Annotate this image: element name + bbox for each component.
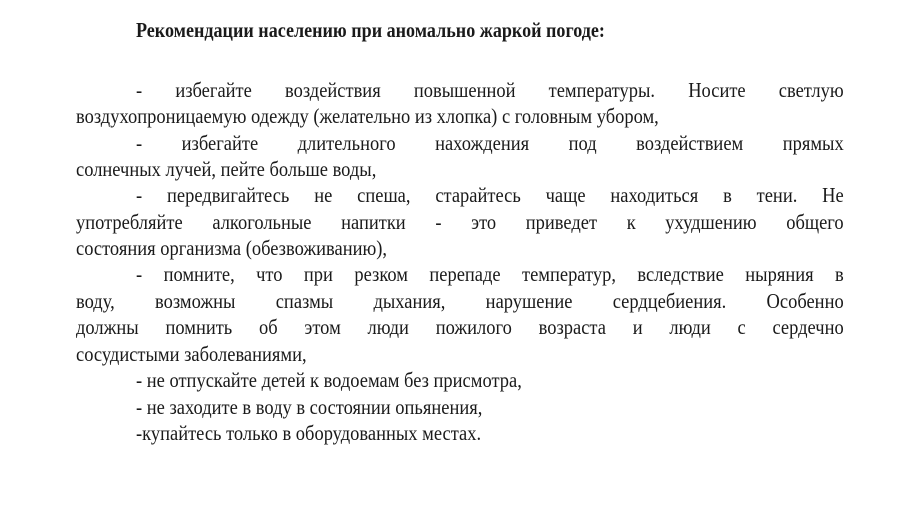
recommendation-line-11: сосудистыми заболеваниями, bbox=[76, 342, 307, 366]
recommendation-line-1: - избегайте воздействия повышенной температуры. Носите светлую bbox=[136, 78, 844, 102]
document-title: Рекомендации населению при аномально жаркой погоде: bbox=[136, 18, 605, 42]
recommendation-line-9: воду, возможны спазмы дыхания, нарушение сердцебиения. Особенно bbox=[76, 289, 844, 313]
recommendation-line-14: -купайтесь только в оборудованных местах. bbox=[136, 421, 482, 445]
recommendation-line-12: - не отпускайте детей к водоемам без присмотра, bbox=[136, 368, 522, 392]
recommendation-line-8: - помните, что при резком перепаде температур, вследствие ныряния в bbox=[136, 262, 844, 286]
recommendation-line-10: должны помнить об этом люди пожилого возраста и люди с сердечно bbox=[76, 315, 844, 339]
recommendation-line-7: состояния организма (обезвоживанию), bbox=[76, 236, 388, 260]
recommendation-line-13: - не заходите в воду в состоянии опьянения, bbox=[136, 395, 483, 419]
recommendation-line-5: - передвигайтесь не спеша, старайтесь чаще находиться в тени. Не bbox=[136, 183, 844, 207]
recommendation-line-3: - избегайте длительного нахождения под воздействием прямых bbox=[136, 131, 844, 155]
recommendation-line-4: солнечных лучей, пейте больше воды, bbox=[76, 157, 377, 181]
recommendation-line-6: употребляйте алкогольные напитки - это приведет к ухудшению общего bbox=[76, 210, 844, 234]
recommendation-line-2: воздухопроницаемую одежду (желательно из хлопка) с головным убором, bbox=[76, 104, 659, 128]
